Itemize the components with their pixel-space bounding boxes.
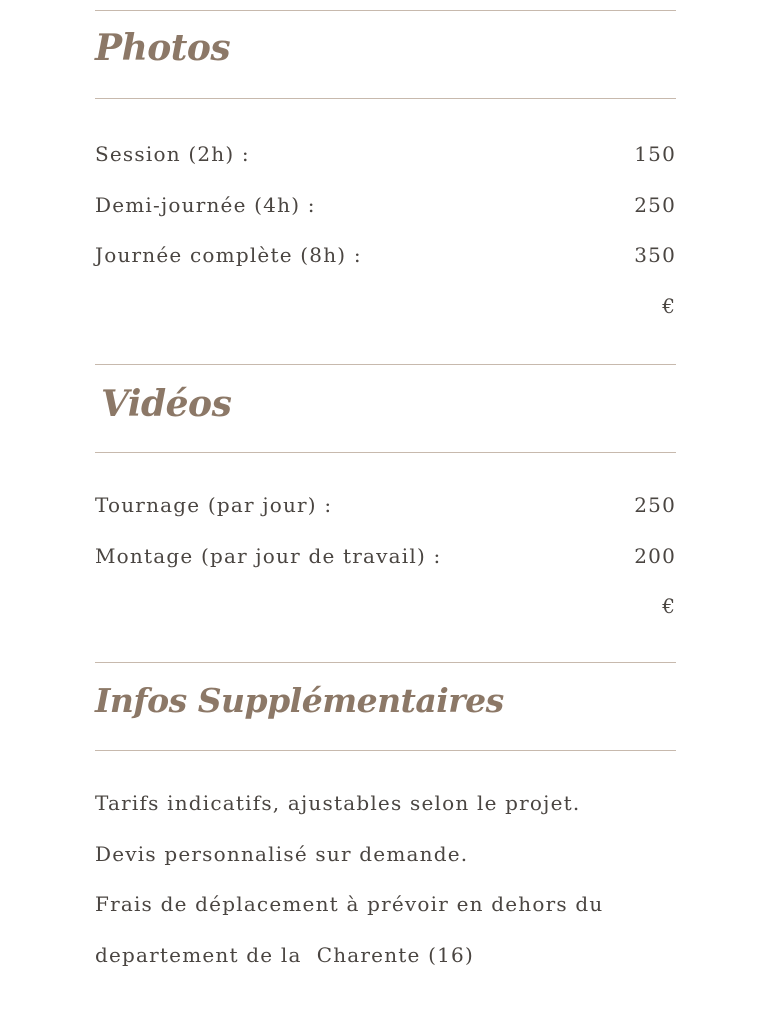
price-row bbox=[95, 129, 676, 180]
info-line: Frais de déplacement à prévoir en dehors du bbox=[95, 892, 604, 916]
videos-price-list bbox=[95, 480, 676, 632]
info-line: Devis personnalisé sur demande. bbox=[95, 841, 469, 866]
infos-title: Infos Supplémentaires bbox=[95, 681, 504, 720]
price-row bbox=[95, 480, 676, 531]
infos-top-divider bbox=[95, 662, 676, 663]
infos-text bbox=[95, 778, 676, 980]
infos-section bbox=[95, 662, 676, 967]
price-label: Demi-journée (4h) : bbox=[95, 192, 316, 217]
price-label: Session (2h) : bbox=[95, 142, 250, 166]
currency-symbol: € bbox=[662, 293, 676, 318]
price-value: 350 bbox=[634, 243, 676, 267]
price-row bbox=[95, 230, 676, 281]
price-value: 250 bbox=[634, 493, 676, 517]
price-value: 200 bbox=[634, 543, 676, 568]
photos-top-divider bbox=[95, 10, 676, 11]
infos-bottom-divider bbox=[95, 750, 676, 751]
info-line: Tarifs indicatifs, ajustables selon le projet. bbox=[95, 791, 581, 815]
videos-title: Vidéos bbox=[101, 383, 232, 425]
price-value: 250 bbox=[634, 192, 676, 217]
photos-bottom-divider bbox=[95, 98, 676, 99]
photos-section bbox=[95, 10, 676, 318]
photos-title: Photos bbox=[95, 27, 231, 69]
price-label: Journée complète (8h) : bbox=[95, 243, 362, 267]
videos-top-divider bbox=[95, 364, 676, 365]
videos-section bbox=[95, 364, 676, 618]
photos-price-list bbox=[95, 129, 676, 331]
videos-bottom-divider bbox=[95, 452, 676, 453]
price-value: 150 bbox=[634, 142, 676, 166]
currency-symbol: € bbox=[662, 594, 676, 618]
price-row bbox=[95, 531, 676, 582]
price-label: Montage (par jour de travail) : bbox=[95, 543, 442, 568]
price-label: Tournage (par jour) : bbox=[95, 493, 333, 517]
price-row bbox=[95, 180, 676, 231]
info-line: departement de la Charente (16) bbox=[95, 942, 474, 967]
